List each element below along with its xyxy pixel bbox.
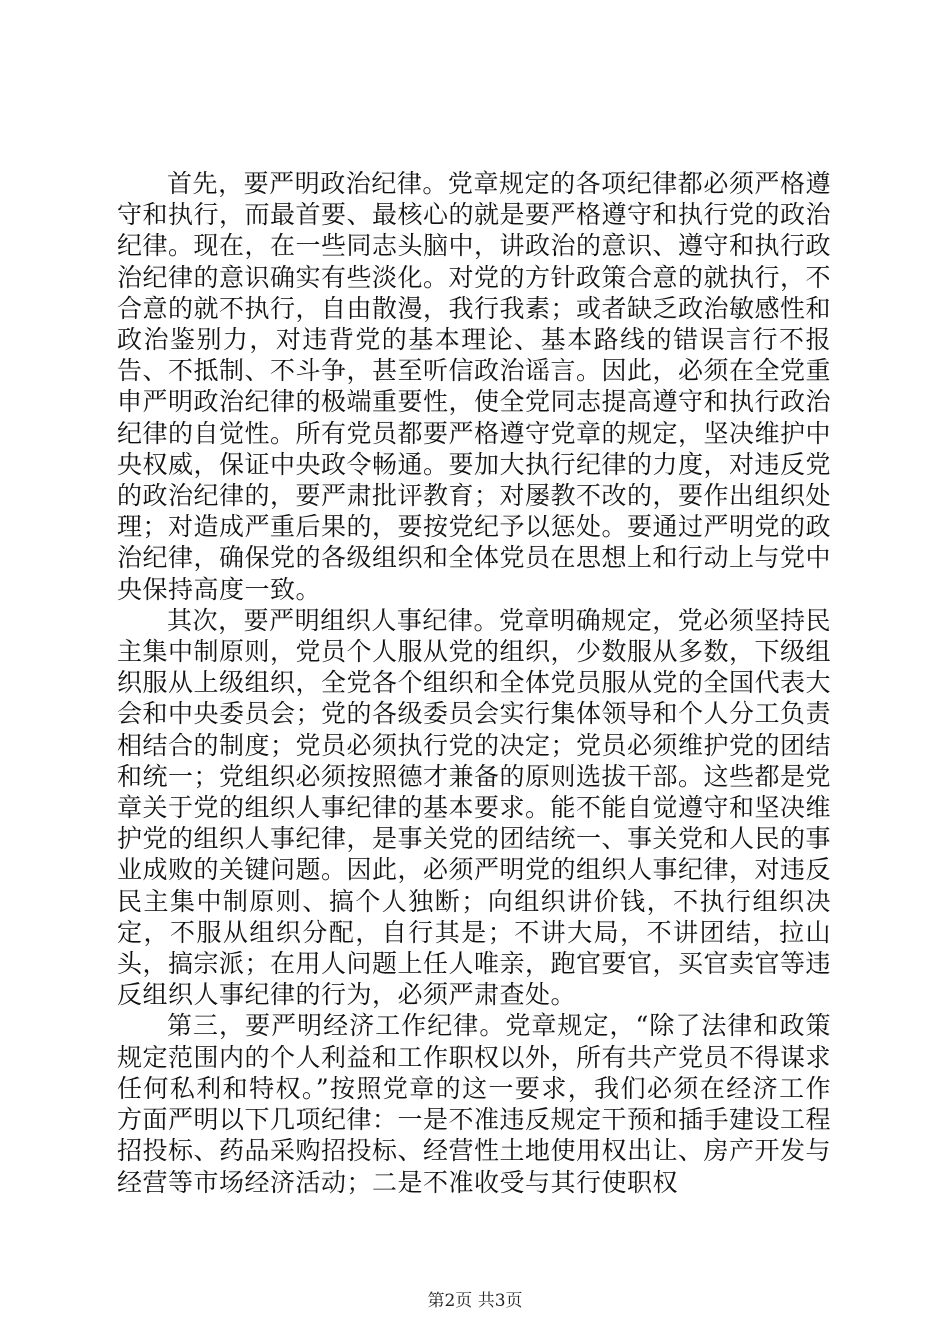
page-number-footer: 第2页 共3页	[427, 1291, 523, 1311]
paragraph-organizational-discipline: 其次，要严明组织人事纪律。党章明确规定，党必须坚持民主集中制原则，党员个人服从党的组织，少数服从多数，下级组织服从上级组织，全党各个组织和全体党员服从党的全国代表大会和中央委员会；党的各级委员会实行集体领导和个人分工负责相结合的制度；党员必须执行党的决定；党员必须维护党的团结和统一；党组织必须按照德才兼备的原则选拔干部。这些都是党章关于党的组织人事纪律的基本要求。能不能自觉遵守和坚决维护党的组织人事纪律，是事关党的团结统一、事关党和人民的事业成败的关键问题。因此，必须严明党的组织人事纪律，对违反民主集中制原则、搞个人独断；向组织讲价钱，不执行组织决定，不服从组织分配，自行其是；不讲大局，不讲团结，拉山头，搞宗派；在用人问题上任人唯亲，跑官要官，买官卖官等违反组织人事纪律的行为，必须严肃查处。	[117, 605, 832, 1010]
paragraph-political-discipline: 首先，要严明政治纪律。党章规定的各项纪律都必须严格遵守和执行，而最首要、最核心的就是要严格遵守和执行党的政治纪律。现在，在一些同志头脑中，讲政治的意识、遵守和执行政治纪律的意识确实有些淡化。对党的方针政策合意的就执行，不合意的就不执行，自由散漫，我行我素；或者缺乏政治敏感性和政治鉴别力，对违背党的基本理论、基本路线的错误言行不报告、不抵制、不斗争，甚至听信政治谣言。因此，必须在全党重申严明政治纪律的极端重要性，使全党同志提高遵守和执行政治纪律的自觉性。所有党员都要严格遵守党章的规定，坚决维护中央权威，保证中央政令畅通。要加大执行纪律的力度，对违反党的政治纪律的，要严肃批评教育；对屡教不改的，要作出组织处理；对造成严重后果的，要按党纪予以惩处。要通过严明党的政治纪律，确保党的各级组织和全体党员在思想上和行动上与党中央保持高度一致。	[117, 169, 832, 604]
document-body	[117, 168, 831, 1198]
paragraph-economic-discipline: 第三，要严明经济工作纪律。党章规定，“除了法律和政策规定范围内的个人利益和工作职权以外，所有共产党员不得谋求任何私利和特权。”按照党章的这一要求，我们必须在经济工作方面严明以下几项纪律：一是不准违反规定干预和插手建设工程招投标、药品采购招投标、经营性土地使用权出让、房产开发与经营等市场经济活动；二是不准收受与其行使职权	[117, 1011, 832, 1197]
